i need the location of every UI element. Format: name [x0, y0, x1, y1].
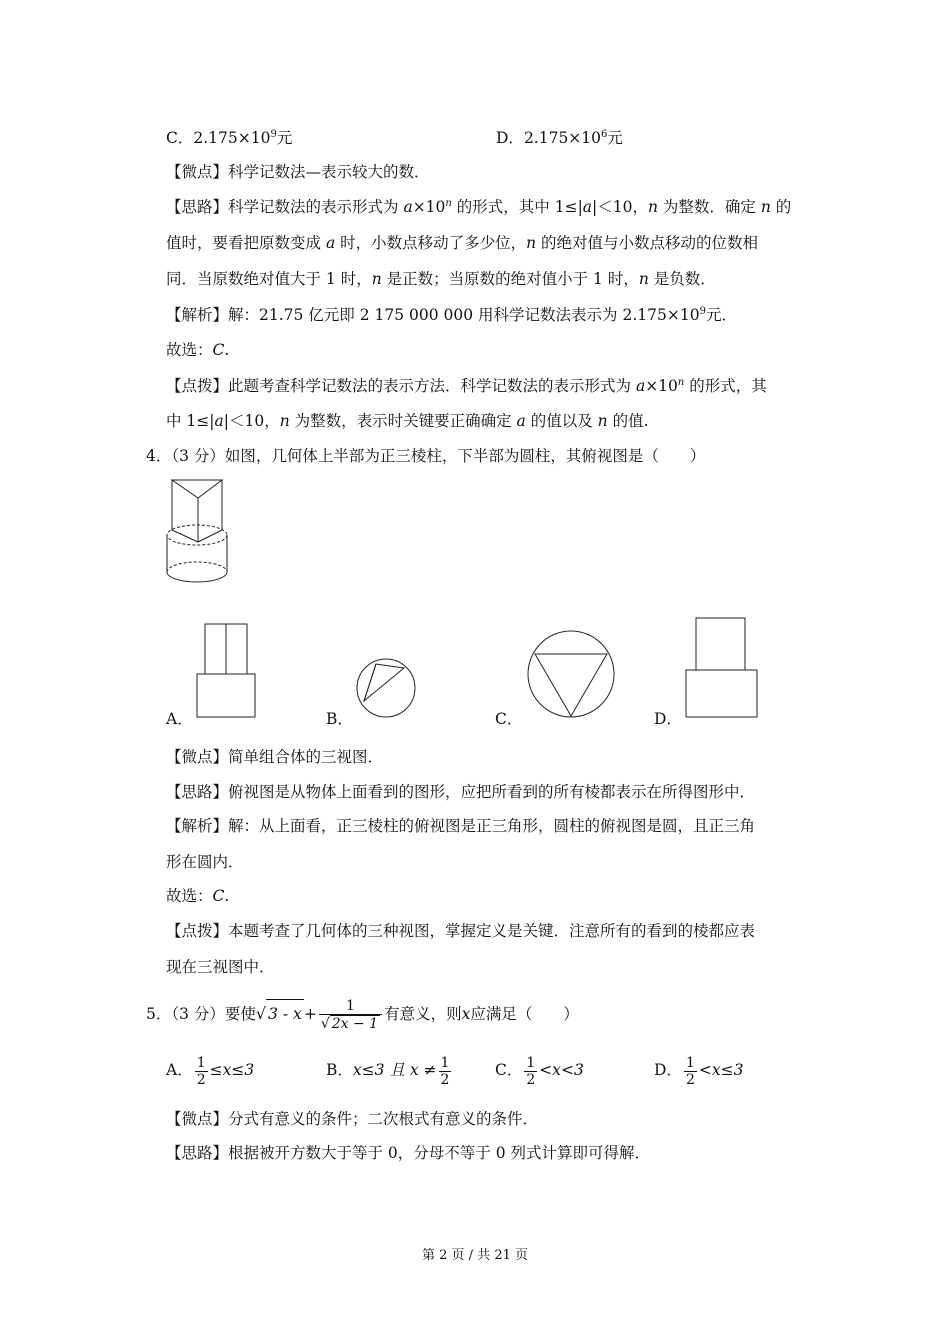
q4-option-b-figure — [356, 658, 418, 720]
q4-option-d-figure — [685, 617, 759, 719]
q3-answer: 故选：C. — [166, 341, 230, 359]
page-footer: 第 2 页 / 共 21 页 — [422, 1248, 528, 1263]
q4-answer: 故选：C. — [166, 887, 230, 905]
q4-jiexi-line1: 【解析】解：从上面看，正三棱柱的俯视图是正三角形，圆柱的俯视图是圆，且正三角 — [166, 817, 756, 835]
q5-option-c: C． $\frac{1}{2}$ <x<3 — [495, 1054, 584, 1088]
q3-silu-line1: 【思路】科学记数法的表示形式为 $a\times 10^n$ 的形式，其中 1≤|a|＜10，n 为整数．确定 n 的 — [166, 198, 792, 216]
q4-option-a-label: A． — [166, 710, 193, 728]
q4-option-b-label: B． — [326, 710, 353, 728]
q5-silu: 【思路】根据被开方数大于等于 0，分母不等于 0 列式计算即可得解． — [166, 1144, 651, 1162]
q4-weidian: 【微点】简单组合体的三视图． — [166, 748, 384, 766]
q4-dianbo-line1: 【点拨】本题考查了几何体的三种视图，掌握定义是关键．注意所有的看到的棱都应表 — [166, 922, 756, 940]
q3-dianbo-line1: 【点拨】此题考查科学记数法的表示方法．科学记数法的表示形式为 $a\times 10^n$ 的形式，其 — [166, 377, 767, 395]
q3-option-d: D．$2.175\times 10^6$元 — [496, 129, 623, 147]
q4-option-c-label: C． — [495, 710, 523, 728]
q5-stem: 5．（3 分）要使√ 3 - x + $\frac{1}{√ 2x - 1}$ 有意义，则x应满足（ ） — [146, 998, 579, 1032]
q5-fraction: $\frac{1}{√ 2x - 1}$ — [319, 998, 382, 1032]
q4-dianbo-line2: 现在三视图中． — [166, 958, 275, 976]
q3-silu-line2: 值时，要看把原数变成 a 时，小数点移动了多少位，n 的绝对值与小数点移动的位数相 — [166, 234, 759, 252]
q3-option-c: C．$2.175\times 10^9$元 — [166, 129, 293, 147]
q5-weidian: 【微点】分式有意义的条件；二次根式有意义的条件． — [166, 1110, 539, 1128]
q4-option-c-figure — [527, 630, 615, 720]
q4-solid-figure — [160, 474, 240, 586]
q3-silu-line3: 同．当原数绝对值大于 1 时，n 是正数；当原数的绝对值小于 1 时，n 是负数． — [166, 270, 716, 288]
q4-option-a-figure — [196, 622, 258, 718]
q4-option-d-label: D． — [654, 710, 682, 728]
q4-silu: 【思路】俯视图是从物体上面看到的图形，应把所看到的所有棱都表示在所得图形中． — [166, 783, 756, 801]
q3-jiexi: 【解析】解：21.75 亿元即 2 175 000 000 用科学记数法表示为 $2.175\times 10^9$元． — [166, 306, 737, 324]
q4-jiexi-line2: 形在圆内． — [166, 853, 244, 871]
q4-stem: 4．（3 分）如图，几何体上半部为正三棱柱，下半部为圆柱，其俯视图是（ ） — [146, 447, 706, 465]
q3-weidian: 【微点】科学记数法—表示较大的数． — [166, 163, 430, 181]
q5-option-a: A． $\frac{1}{2}$ ≤x≤3 — [166, 1054, 255, 1088]
q3-dianbo-line2: 中 1≤|a|＜10，n 为整数，表示时关键要正确确定 a 的值以及 n 的值. — [166, 412, 649, 430]
q5-option-d: D． $\frac{1}{2}$ <x≤3 — [654, 1054, 744, 1088]
q5-option-b: B．x≤3 且 x ≠ $\frac{1}{2}$ — [326, 1054, 450, 1088]
